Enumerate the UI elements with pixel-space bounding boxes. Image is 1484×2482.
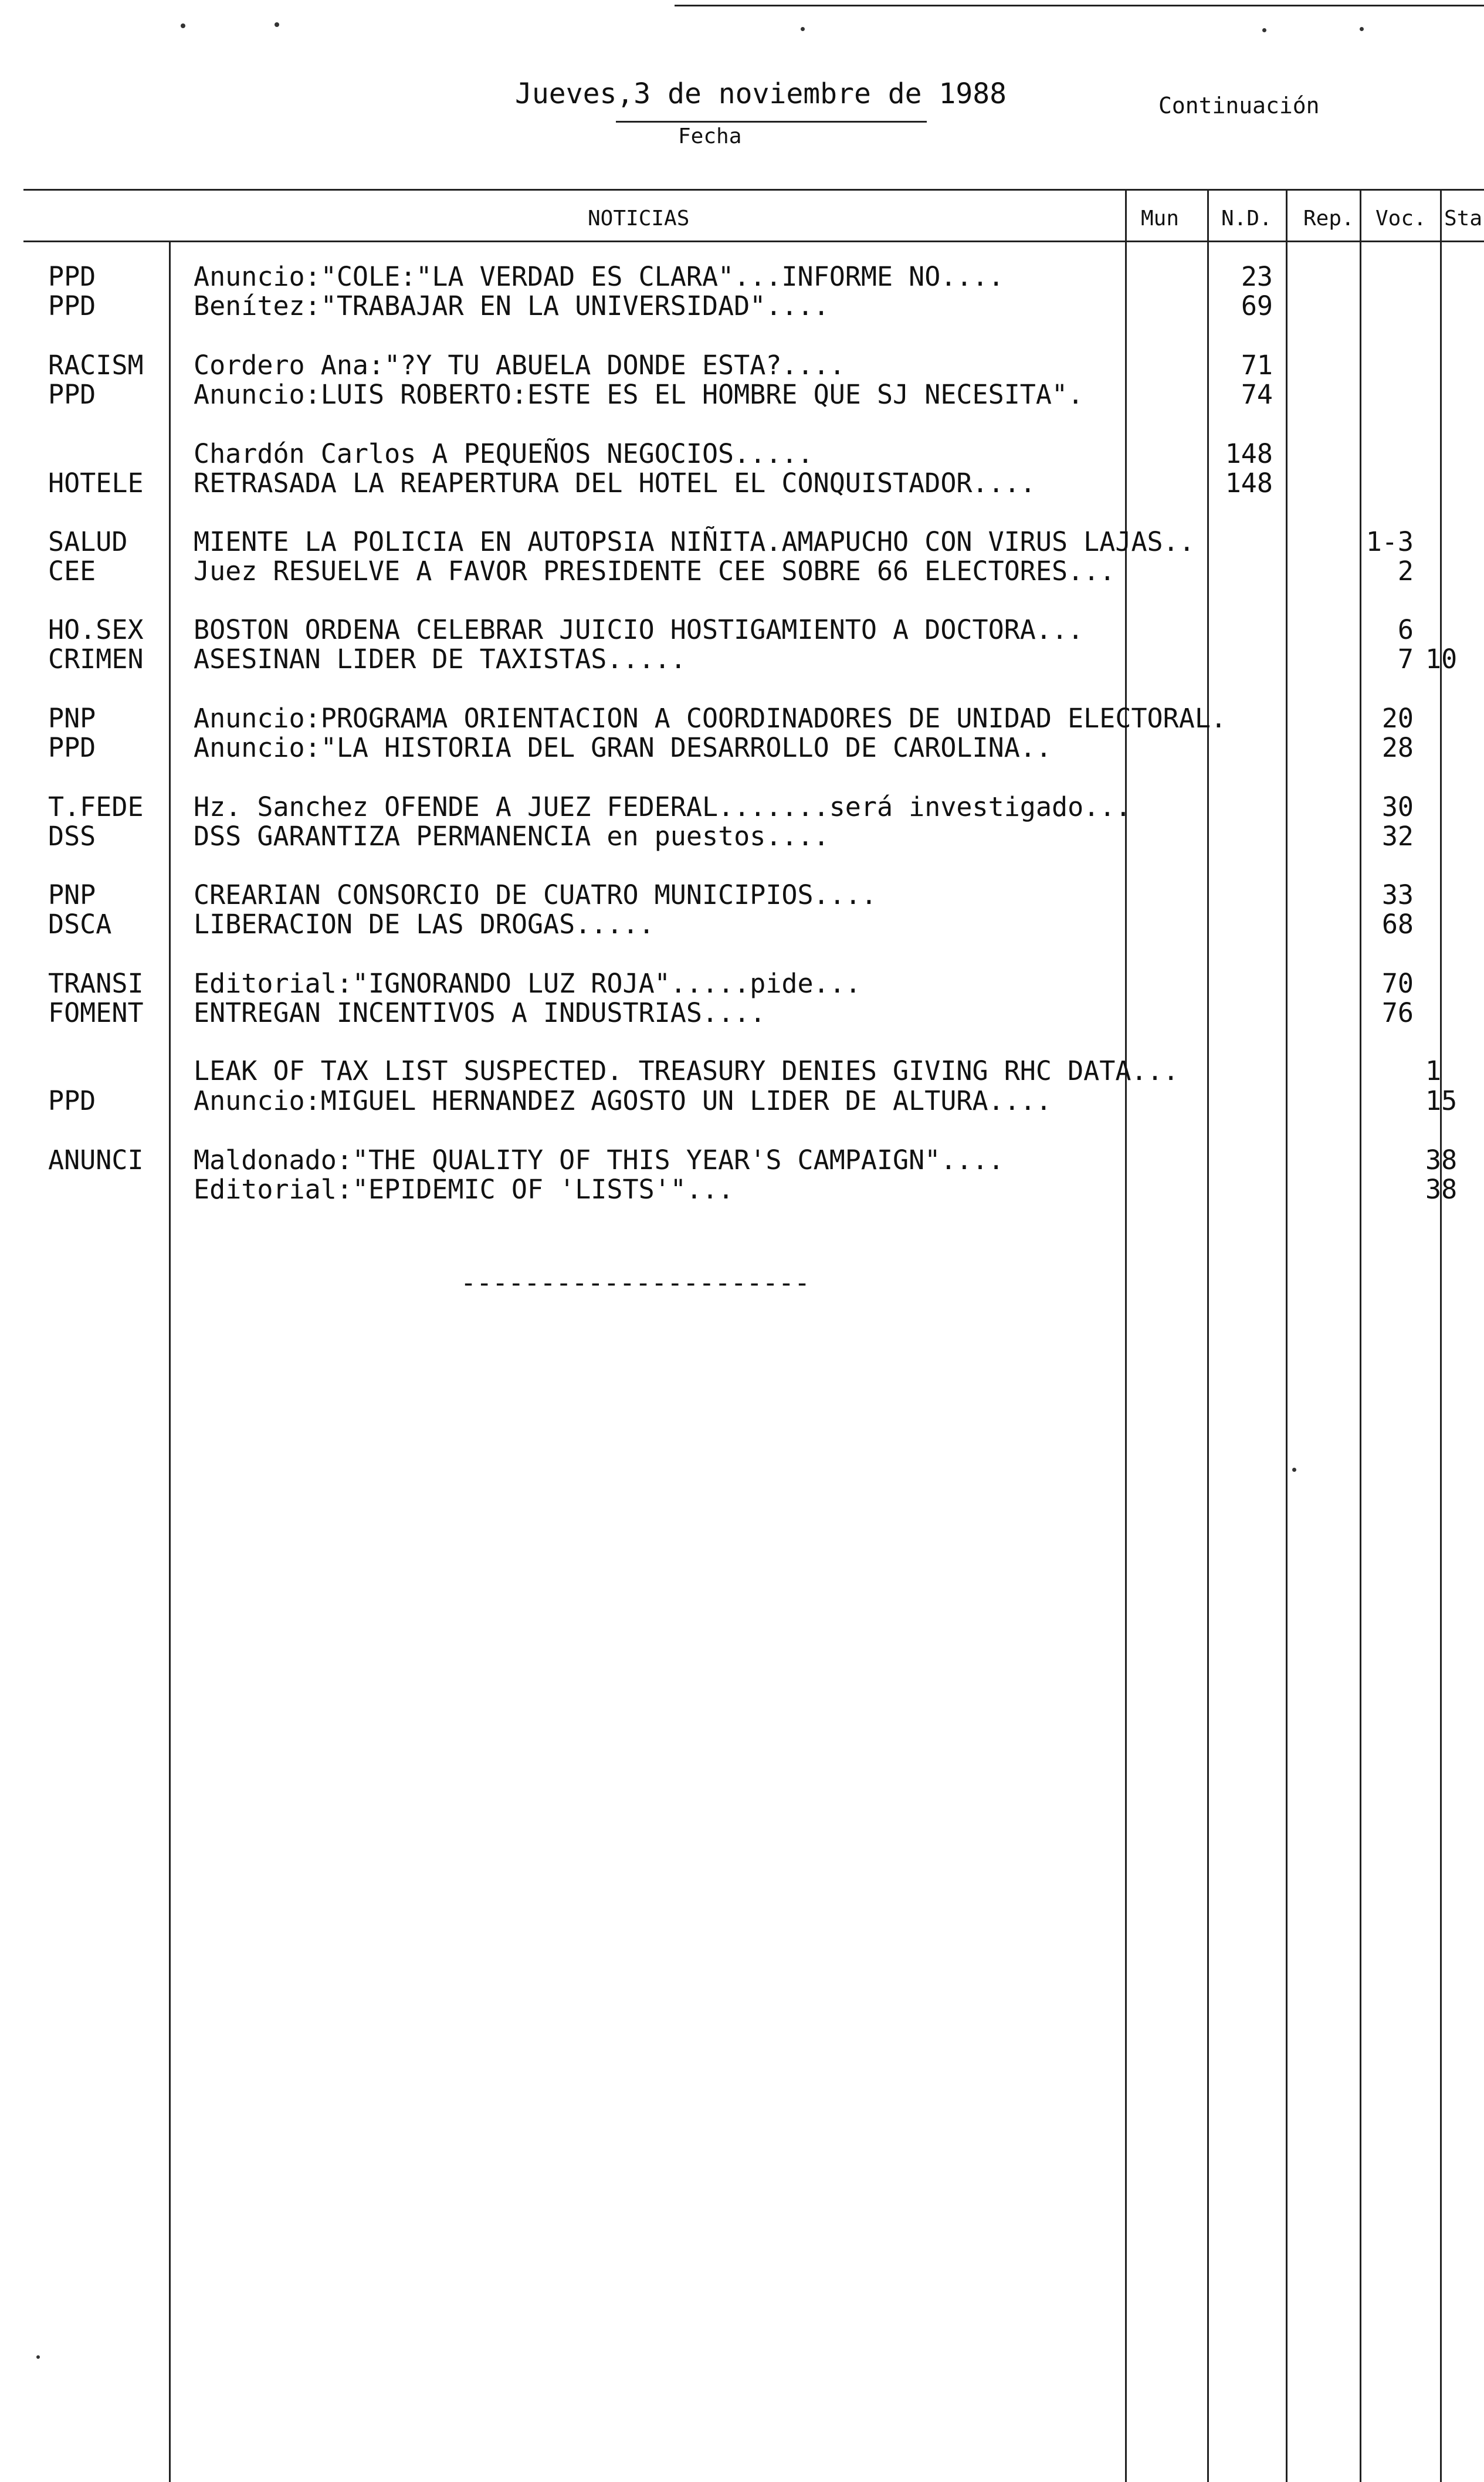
row-nd-page: 71	[1241, 350, 1273, 381]
row-voc-page: 7	[1397, 644, 1414, 675]
row-headline: Cordero Ana:"?Y TU ABUELA DONDE ESTA?....	[194, 350, 845, 381]
row-sta-page: 1	[1425, 1055, 1442, 1086]
date-underline	[616, 121, 927, 123]
scan-speck	[1262, 28, 1266, 32]
row-nd-page: 148	[1225, 468, 1273, 499]
row-headline: Anuncio:MIGUEL HERNANDEZ AGOSTO UN LIDER DE ALTURA....	[194, 1085, 1052, 1116]
row-sta-page: 15	[1425, 1085, 1458, 1116]
row-headline: Hz. Sanchez OFENDE A JUEZ FEDERAL.......será investigado...	[194, 791, 1131, 822]
col-header-noticias: NOTICIAS	[588, 206, 690, 231]
row-headline: Anuncio:"COLE:"LA VERDAD ES CLARA"...INFORME NO....	[194, 261, 1004, 292]
row-category: PPD	[48, 290, 96, 321]
row-headline: Maldonado:"THE QUALITY OF THIS YEAR'S CAMPAIGN"....	[194, 1145, 1004, 1176]
row-headline: Anuncio:"LA HISTORIA DEL GRAN DESARROLLO DE CAROLINA..	[194, 732, 1052, 763]
row-voc-page: 6	[1397, 614, 1414, 645]
row-headline: Editorial:"IGNORANDO LUZ ROJA".....pide...	[194, 968, 861, 999]
row-nd-page: 23	[1241, 261, 1273, 292]
nd-column-left-divider	[1207, 189, 1209, 2482]
row-nd-page: 74	[1241, 379, 1273, 410]
row-voc-page: 30	[1381, 791, 1414, 822]
table-top-rule	[23, 189, 1484, 191]
scan-speck	[36, 2355, 40, 2359]
col-header-voc: Voc.	[1375, 206, 1427, 231]
row-voc-page: 32	[1381, 821, 1414, 852]
row-headline: Benítez:"TRABAJAR EN LA UNIVERSIDAD"....	[194, 290, 829, 321]
row-category: PPD	[48, 379, 96, 410]
row-headline: Anuncio:LUIS ROBERTO:ESTE ES EL HOMBRE QUE SJ NECESITA".	[194, 379, 1084, 410]
row-headline: ASESINAN LIDER DE TAXISTAS.....	[194, 644, 686, 675]
scan-speck	[181, 23, 185, 28]
row-category: DSCA	[48, 909, 112, 940]
row-sta-page: 38	[1425, 1174, 1458, 1205]
row-headline: BOSTON ORDENA CELEBRAR JUICIO HOSTIGAMIENTO A DOCTORA...	[194, 614, 1084, 645]
row-headline: CREARIAN CONSORCIO DE CUATRO MUNICIPIOS....	[194, 879, 877, 910]
report-date: Jueves,3 de noviembre de 1988	[515, 77, 1007, 110]
row-category: TRANSI	[48, 968, 144, 999]
row-voc-page: 68	[1381, 909, 1414, 940]
sta-column-left-divider	[1440, 189, 1442, 2482]
end-of-list-rule: ----------------------	[460, 1267, 811, 1298]
row-category: CRIMEN	[48, 644, 144, 675]
continuation-label: Continuación	[1158, 93, 1320, 118]
row-headline: RETRASADA LA REAPERTURA DEL HOTEL EL CONQUISTADOR....	[194, 468, 1036, 499]
row-voc-page: 1-3	[1366, 526, 1414, 557]
row-voc-page: 2	[1397, 556, 1414, 587]
scan-speck	[275, 22, 279, 27]
row-headline: LEAK OF TAX LIST SUSPECTED. TREASURY DENIES GIVING RHC DATA...	[194, 1055, 1179, 1086]
row-nd-page: 148	[1225, 438, 1273, 469]
col-header-mun: Mun	[1141, 206, 1180, 231]
row-headline: Juez RESUELVE A FAVOR PRESIDENTE CEE SOBRE 66 ELECTORES...	[194, 556, 1116, 587]
row-category: PPD	[48, 732, 96, 763]
row-category: HOTELE	[48, 468, 144, 499]
row-category: CEE	[48, 556, 96, 587]
row-category: PNP	[48, 879, 96, 910]
row-category: T.FEDE	[48, 791, 144, 822]
col-header-nd: N.D.	[1221, 206, 1272, 231]
row-category: PPD	[48, 261, 96, 292]
row-headline: DSS GARANTIZA PERMANENCIA en puestos....	[194, 821, 829, 852]
row-category: SALUD	[48, 526, 128, 557]
row-category: PPD	[48, 1085, 96, 1116]
col-header-rep: Rep.	[1303, 206, 1354, 231]
top-edge-line	[675, 5, 1484, 6]
row-headline: LIBERACION DE LAS DROGAS.....	[194, 909, 655, 940]
table-header-rule	[23, 241, 1484, 242]
row-category: FOMENT	[48, 997, 144, 1028]
row-category: ANUNCI	[48, 1145, 144, 1176]
scan-speck	[1292, 1468, 1296, 1472]
scan-speck	[801, 27, 805, 31]
row-headline: Anuncio:PROGRAMA ORIENTACION A COORDINADORES DE UNIDAD ELECTORAL.	[194, 703, 1226, 734]
scan-speck	[1360, 27, 1364, 31]
row-headline: ENTREGAN INCENTIVOS A INDUSTRIAS....	[194, 997, 766, 1028]
date-caption: Fecha	[678, 124, 742, 148]
rep-column-left-divider	[1286, 189, 1288, 2482]
row-voc-page: 70	[1381, 968, 1414, 999]
row-voc-page: 33	[1381, 879, 1414, 910]
row-category: RACISM	[48, 350, 144, 381]
row-voc-page: 76	[1381, 997, 1414, 1028]
row-category: DSS	[48, 821, 96, 852]
row-sta-page: 10	[1425, 644, 1458, 675]
row-voc-page: 20	[1381, 703, 1414, 734]
row-sta-page: 38	[1425, 1145, 1458, 1176]
row-category: HO.SEX	[48, 614, 144, 645]
col-header-sta: Sta	[1444, 206, 1483, 231]
row-nd-page: 69	[1241, 290, 1273, 321]
row-headline: Chardón Carlos A PEQUEÑOS NEGOCIOS.....	[194, 438, 814, 469]
row-headline: Editorial:"EPIDEMIC OF 'LISTS'"...	[194, 1174, 734, 1205]
row-headline: MIENTE LA POLICIA EN AUTOPSIA NIÑITA.AMAPUCHO CON VIRUS LAJAS..	[194, 526, 1195, 557]
category-column-divider	[169, 241, 171, 2482]
row-category: PNP	[48, 703, 96, 734]
row-voc-page: 28	[1381, 732, 1414, 763]
